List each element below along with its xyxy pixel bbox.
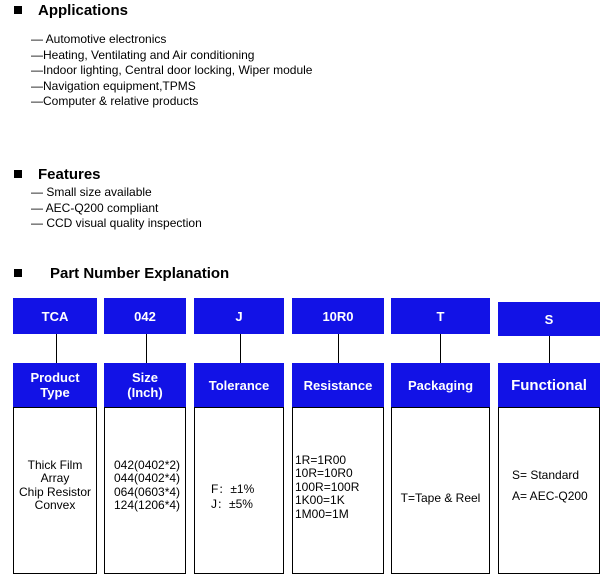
code-box-packaging: T [391,298,490,334]
list-item: — Automotive electronics [31,32,167,46]
features-heading: Features [14,166,101,183]
features-list [31,185,202,232]
connector-line [338,334,339,363]
desc-box-functional: S= Standard A= AEC-Q200 [498,407,600,574]
bullet-square-icon [14,170,22,178]
list-item: —Computer & relative products [31,94,199,109]
label-box-resistance: Resistance [292,363,384,407]
code-box-resistance: 10R0 [292,298,384,334]
list-item: —Indoor lighting, Central door locking, Wiper module [31,63,313,78]
code-box-size: 042 [104,298,186,334]
list-item: — AEC-Q200 compliant [31,200,159,215]
desc-box-tolerance: F：±1% J：±5% [194,407,284,574]
label-box-tolerance: Tolerance [194,363,284,407]
applications-heading: Applications [14,2,128,19]
connector-line [240,334,241,363]
code-box-tolerance: J [194,298,284,334]
list-item: —Navigation equipment,TPMS [31,78,196,93]
desc-box-resistance: 1R=1R00 10R=10R0 100R=100R 1K00=1K 1M00=1M [292,407,384,574]
connector-line [56,334,57,363]
applications-list [31,32,312,110]
label-box-product-type: Product Type [13,363,97,407]
connector-line [549,336,550,363]
list-item: — CCD visual quality inspection [31,216,202,231]
label-box-packaging: Packaging [391,363,490,407]
label-box-functional: Functional [498,363,600,407]
code-box-product-type: TCA [13,298,97,334]
bullet-square-icon [14,6,22,14]
desc-box-product-type: Thick Film Array Chip Resistor Convex [13,407,97,574]
code-box-functional: S [498,302,600,336]
label-box-size: Size (Inch) [104,363,186,407]
bullet-square-icon [14,269,22,277]
connector-line [146,334,147,363]
desc-box-size: 042(0402*2) 044(0402*4) 064(0603*4) 124(1206*4) [104,407,186,574]
connector-line [440,334,441,363]
part-number-heading: Part Number Explanation [14,265,229,282]
list-item: —Heating, Ventilating and Air conditioning [31,47,255,62]
desc-box-packaging: T=Tape & Reel [391,407,490,574]
list-item: — Small size available [31,185,152,199]
